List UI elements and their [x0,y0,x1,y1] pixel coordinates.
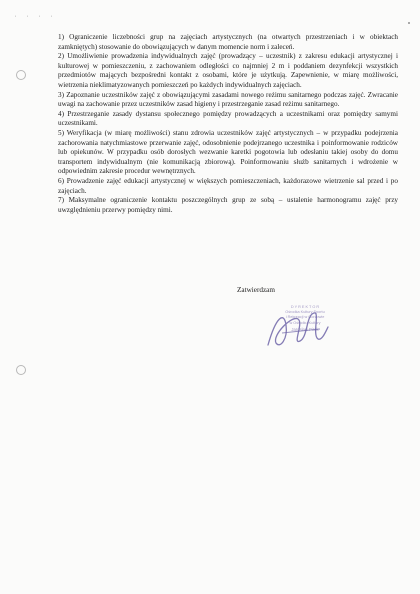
paragraph-1: 1) Ograniczenie liczebności grup na zajęciach artystycznych (na otwartych przestrzeniach i w obiektach zamkniętych) stosowanie do obowiązujących w danym momencie norm i zaleceń. [58,33,398,51]
paragraph-6: 6) Prowadzenie zajęć edukacji artystycznej w większych pomieszczeniach, każdorazowe wietrzenie sal przed i po zajęciach. [58,176,398,195]
paragraph-5: 5) Weryfikacja (w miarę możliwości) stanu zdrowia uczestników zajęć artystycznych – w przypadku podejrzenia zachorowania natychmiastowe przerwanie zajęć, odosobnienie podejrzanego uczestnika i poinformowanie rodziców lub opiekunów. W przypadku osób dorosłych wezwanie karetki pogotowia lub odesłaniu takiej osoby do domu transportem indywidualnym (nie komunikacją zbiorową). Poinformowaniu służb sanitarnych i wdrożenie w odpowiednim zakresie procedur wewnętrznych. [58,128,398,176]
stamp-name: Jarosław Pirek [291,326,319,332]
stamp-line: D Y R E K T O R [290,305,320,309]
signature-icon [262,305,332,353]
paragraph-3: 3) Zapoznanie uczestników zajęć z obowiązującymi zasadami nowego reżimu sanitarnego podczas zajęć. Zwracanie uwagi na zachowanie przez uczestników zasad higieny i przestrzeganie zasad reżimu sanitarnego. [58,90,398,109]
scan-corner-marks: · · · · [14,14,57,20]
paragraph-2: 2) Umożliwienie prowadzenia indywidualnych zajęć (prowadzący – uczestnik) z zakresu edukacji artystycznej i kulturowej w pomieszczeniu, z zachowaniem odległości co najmniej 2 m i poddaniem dezynfekcji wszystkich przedmiotów mających bezpośredni kontakt z osobami, które je użytkują. Zapewnienie, w miarę możliwości, wietrzenia nieklimatyzowanych pomieszczeń po każdych indywidualnych zajęciach. [58,52,398,89]
approval-label: Zatwierdzam [237,286,275,294]
director-stamp [250,305,360,355]
stamp-line: Ośrodka Kultury Sportu [285,310,325,315]
stamp-line: i Rekreacji w Gorzowie [285,315,325,320]
scan-tick-mark [408,22,410,24]
paragraph-4: 4) Przestrzeganie zasady dystansu społecznego pomiędzy prowadzących a uczestnikami oraz pomiędzy samymi uczestnikami. [58,109,398,128]
stamp-line: w Ośrodku Kultury [289,320,321,325]
paragraph-7: 7) Maksymalne ograniczenie kontaktu poszczególnych grup ze sobą – ustalenie harmonogramu zajęć przy uwzględnieniu przerwy pomiędzy nimi. [58,196,398,214]
punch-hole-icon [16,365,26,375]
punch-hole-icon [16,70,26,80]
document-body [58,33,398,215]
